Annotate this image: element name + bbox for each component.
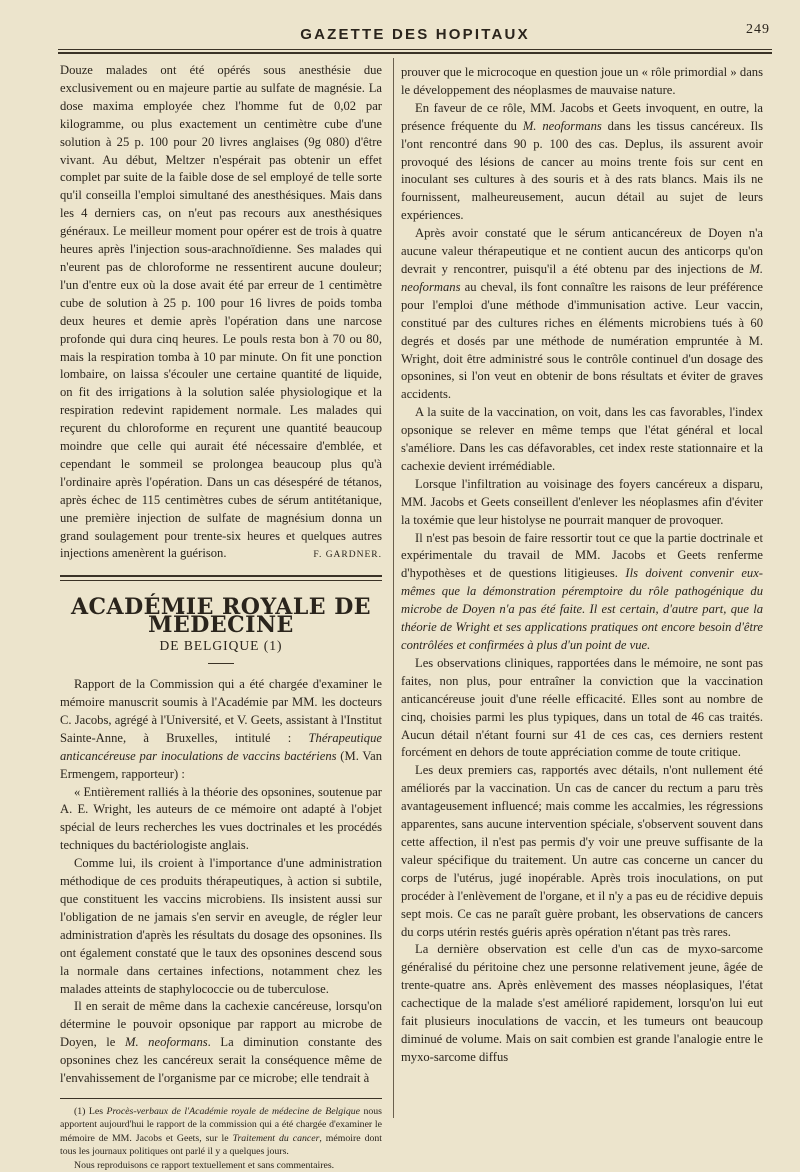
article-paragraph: Après avoir constaté que le sérum anticancéreux de Doyen n'a aucune valeur thérapeutique et ne contient aucun des anticorps qu'on devrait y rencontrer, puisqu'il a été obtenu par des injections de M. neoformans au cheval, ils font connaître les raisons de leur préférence pour l'emploi d'une méthode d'immunisation active. Leur vaccin, constitué par des cultures riches en éléments microbiens tués à 60 degrés et dosés par une méthode de numération empruntée à M. Wright, doit être administré sous le contrôle continuel d'un dosage des opsonines, si l'on veut en obtenir de bons résultats et éviter de graves accidents. [401, 226, 763, 402]
left-column [60, 62, 382, 1172]
author-signature: F. GARDNER. [313, 550, 382, 561]
article-paragraph: « Entièrement ralliés à la théorie des opsonines, soutenue par A. E. Wright, les auteurs de ce mémoire ont adapté à l'objet spécial de leurs recherches les vues doctrinales et les procédés techniques du bactériologiste anglais. [60, 784, 382, 853]
section-subheading: DE BELGIQUE (1) [159, 638, 283, 654]
article-paragraph: Comme lui, ils croient à l'importance d'une administration méthodique de ces produits thérapeutiques, à action si subtile, que constituent les vaccins microbiens. Ils insistent aussi sur l'obligation de ne jamais s'en servir en aveugle, de régler leur administration d'après les résultats du dosage des opsonines. Ils ont également constaté que le taux des opsonines descend sous la normale dans certaines infections, notamment chez les malades atteints de staphylococcie ou de tuberculose. [60, 856, 382, 996]
page-number: 249 [746, 22, 770, 37]
article-paragraph: Rapport de la Commission qui a été chargée d'examiner le mémoire manuscrit soumis à l'Académie par MM. les docteurs C. Jacobs, agrégé à l'Université, et V. Geets, assistant à l'Institut Sainte-Anne, à Bruxelles, intitulé : Thérapeutique anticancéreuse par inoculations de vaccins bactériens (M. Van Ermengem, rapporteur) : [60, 677, 382, 781]
footnote-divider [60, 1098, 382, 1099]
article-paragraph: La dernière observation est celle d'un cas de myxo-sarcome généralisé du péritoine chez une personne relativement jeune, âgée de trente-quatre ans. Après enlèvement des masses néoplasiques, l'état cachectique de la malade s'est amélioré rapidement, lorsqu'on lui eut fait plusieurs inoculations de vaccin, et les tumeurs ont beaucoup diminué de volume. Mais on sait combien est grande l'analogie entre le myxo-sarcome diffus [401, 942, 763, 1064]
article-paragraph: Les deux premiers cas, rapportés avec détails, n'ont nullement été améliorés par la vaccination. Un cas de cancer du rectum a paru très avantageusement influencé; mais comme les accalmies, les régressions apparentes, sans aucune intervention spéciale, s'observent souvent dans cette affection, il n'est pas permis d'y voir une preuve suffisante de la valeur spécifique du traitement. Un autre cas concerne un cancer du corps de l'utérus, jugé inopérable. Après trois inoculations, on put procéder à l'enlèvement de l'organe, et il n'y a pas eu de récidive depuis sept mois. Ce cas ne paraît guère probant, les observations de cancers du corps utérin restés guéris après opération n'étant pas très rares. [401, 763, 763, 939]
running-head [60, 22, 770, 44]
short-divider [208, 663, 234, 664]
article-paragraph: A la suite de la vaccination, on voit, dans les cas favorables, l'index opsonique se relever en même temps que l'état général et local s'améliore. Dans les cas défavorables, cet index reste stationnaire et la cachexie devient irrémédiable. [401, 405, 763, 473]
section-heading: ACADÉMIE ROYALE DE MÉDECINE [70, 594, 372, 639]
header-rule [58, 49, 772, 54]
column-divider [393, 58, 394, 1118]
article-paragraph: Les observations cliniques, rapportées dans le mémoire, ne sont pas faites, non plus, pour entraîner la conviction que la vaccination anticancéreuse jouit d'une réelle efficacité. Elles sont au nombre de cinq, choisies parmi les plus typiques, dans un total de 46 cas traités. Aucun détail n'étant fourni sur 41 de ces cas, ces derniers restent forcément en dehors de toute appréciation comme de toute critique. [401, 655, 763, 760]
section-divider [60, 575, 382, 581]
article-paragraph: Douze malades ont été opérés sous anesthésie due exclusivement ou en majeure partie au sulfate de magnésie. La dose maxima employée chez l'homme fut de 0,02 par kilogramme, ou plus exactement un centimètre cube d'une solution à 25 p. 100 pour 20 livres anglaises (9g 080) d'être vivant. Au début, Meltzer n'espérait pas obtenir un effet complet par suite de la faible dose de sel employé de telle sorte qu'il conseilla l'emploi simultané des anesthésiques. Mais dans les 4 derniers cas, on n'eut pas recours aux anesthésiques généraux. Le meilleur moment pour opérer est de trois à quatre heures après l'injection sous-arachnoïdienne. Ses malades qui n'eurent pas de chloroforme ne ressentirent aucune douleur; l'un d'entre eux où la dose avait été par erreur de 1 centimètre cube de solution à 25 p. 100 pour 16 livres de poids tomba deux heures et demie après l'opération dans une narcose profonde qui dura cinq heures. Le pouls resta bon à 70 ou 80, mais la respiration tomba à 10 par minute. On fit une ponction lombaire, on laissa s'écouler une certaine quantité de liquide, on fit des irrigations à la solution salée physiologique et la respiration redevint rapidement normale. Les malades qui reçurent du chloroforme en reçurent une quantité beaucoup moindre que celle qui aurait été nécessaire d'emblée, et cependant le sommeil se prolongea beaucoup plus qu'à l'ordinaire après l'opération. Dans un cas désespéré de tétanos, après échec de 115 centimètres cubes de sérum antitétanique, une première injection de sulfate de magnésium donna un grand soulagement pour trente-six heures et quelques autres injections amenèrent la guérison. F. GARDNER. [60, 62, 382, 563]
right-column [401, 64, 763, 1067]
article-paragraph: Il n'est pas besoin de faire ressortir tout ce que la partie doctrinale et expérimentale du travail de MM. Jacobs et Geets renferme d'hypothèses et de questions litigieuses. Ils doivent convenir eux-mêmes que la démonstration péremptoire du rôle pathogénique du microbe de Doyen n'a pas été faite. Il est certain, d'autre part, que la théorie de Wright et ses applications pratiques ont encore besoin d'être contrôlées et confirmées à plus d'un point de vue. [401, 530, 764, 652]
journal-title: GAZETTE DES HOPITAUX [300, 26, 530, 43]
article-paragraph: prouver que le microcoque en question joue un « rôle primordial » dans le développement des néoplasmes de mauvaise nature. [401, 65, 763, 97]
article-paragraph: En faveur de ce rôle, MM. Jacobs et Geets invoquent, en outre, la présence fréquente du M. neoformans dans les tissus cancéreux. Ils l'ont rencontré dans 90 p. 100 des cas. Deplus, ils assurent avoir provoqué des lésions de cancer au moins trente fois sur cent en inoculant ses cultures à des souris et à des rats blancs. Mais ils ne fournissent, malheureusement, aucun détail au sujet de leurs expériences. [401, 100, 763, 223]
footnote [60, 1105, 382, 1172]
article-paragraph: Il en serait de même dans la cachexie cancéreuse, lorsqu'on détermine le pouvoir opsonique par rapport au microbe de Doyen, le M. neoformans. La diminution constante des opsonines chez les cancéreux serait la conséquence même de l'envahissement de l'organisme par ce microbe; elle tendrait à [60, 999, 382, 1086]
footnote-paragraph: (1) Les Procès-verbaux de l'Académie royale de médecine de Belgique nous apportent aujourd'hui le rapport de la commission qui a été chargée d'examiner le mémoire de MM. Jacobs et Geets, sur le Traitement du cancer, mémoire dont tous les journaux politiques ont parlé il y a quelques jours. [60, 1105, 382, 1158]
footnote-paragraph: Nous reproduisons ce rapport textuellement et sans commentaires. [74, 1159, 335, 1171]
article-paragraph: Lorsque l'infiltration au voisinage des foyers cancéreux a disparu, MM. Jacobs et Geets conseillent d'enlever les néoplasmes afin d'éviter la toxémie que leur histolyse ne pourrait manquer de provoquer. [401, 476, 763, 527]
